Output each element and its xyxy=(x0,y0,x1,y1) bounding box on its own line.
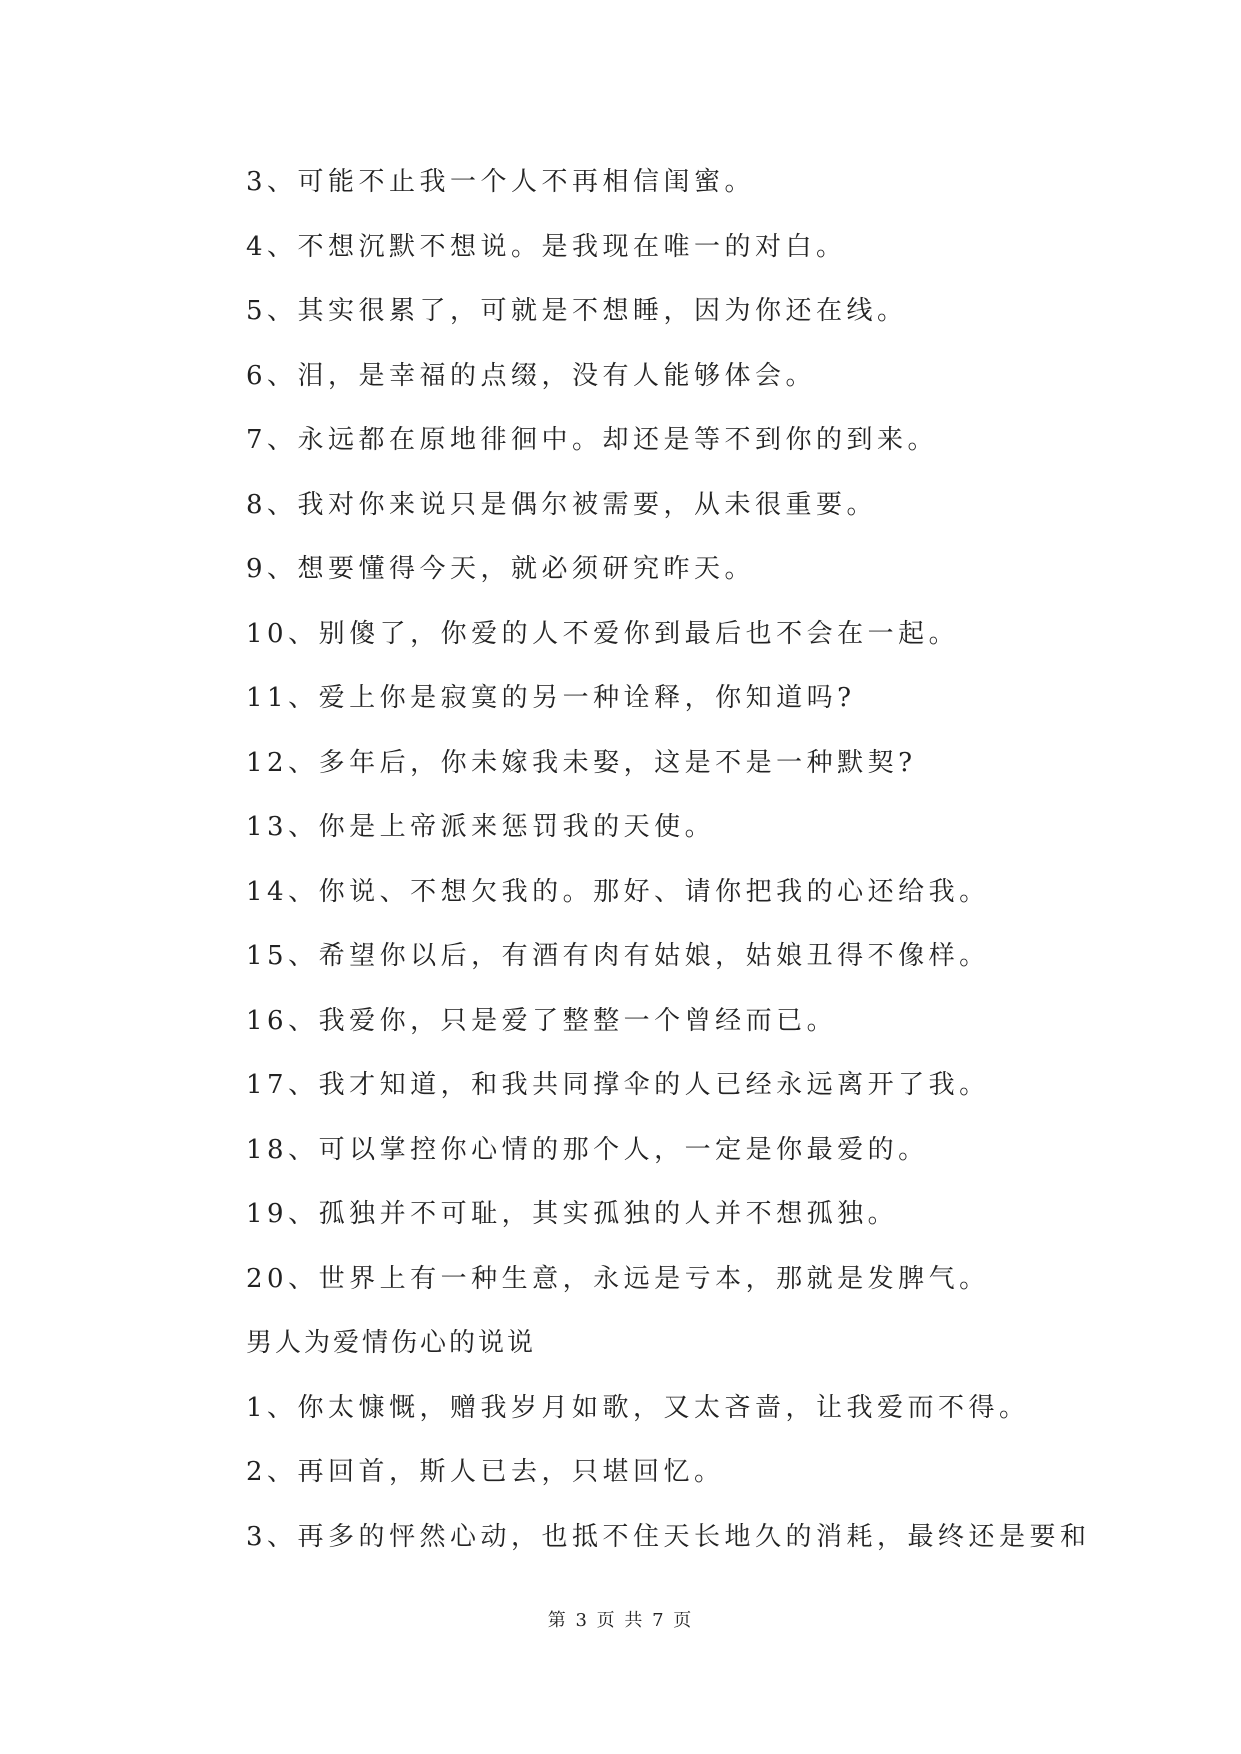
text-line: 20、世界上有一种生意，永远是亏本，那就是发脾气。 xyxy=(246,1263,990,1294)
text-line: 13、你是上帝派来惩罚我的天使。 xyxy=(246,812,716,842)
text-line: 9、想要懂得今天，就必须研究昨天。 xyxy=(246,554,756,584)
text-line: 5、其实很累了，可就是不想睡，因为你还在线。 xyxy=(246,296,908,326)
text-line: 18、可以掌控你心情的那个人，一定是你最爱的。 xyxy=(246,1134,929,1165)
text-line: 2、再回首，斯人已去，只堪回忆。 xyxy=(246,1457,725,1487)
text-line: 3、可能不止我一个人不再相信闺蜜。 xyxy=(246,167,756,197)
text-line: 1、你太慷慨，赠我岁月如歌，又太吝啬，让我爱而不得。 xyxy=(246,1392,1030,1423)
text-line: 16、我爱你，只是爱了整整一个曾经而已。 xyxy=(246,1005,838,1036)
text-line: 11、爱上你是寂寞的另一种诠释，你知道吗? xyxy=(246,683,856,713)
text-line: 8、我对你来说只是偶尔被需要，从未很重要。 xyxy=(246,489,878,520)
text-line: 6、泪，是幸福的点缀，没有人能够体会。 xyxy=(246,360,817,391)
page-body xyxy=(246,162,1091,1581)
text-line: 19、孤独并不可耻，其实孤独的人并不想孤独。 xyxy=(246,1199,899,1229)
text-line: 12、多年后，你未嫁我未娶，这是不是一种默契? xyxy=(246,747,917,778)
text-line: 3、再多的怦然心动，也抵不住天长地久的消耗，最终还是要和 xyxy=(246,1521,1091,1552)
text-line: 15、希望你以后，有酒有肉有姑娘，姑娘丑得不像样。 xyxy=(246,941,990,971)
page-footer: 第 3 页 共 7 页 xyxy=(547,1610,694,1631)
section-heading: 男人为爱情伤心的说说 xyxy=(246,1328,537,1358)
text-line: 14、你说、不想欠我的。那好、请你把我的心还给我。 xyxy=(246,876,990,907)
text-line: 7、永远都在原地徘徊中。却还是等不到你的到来。 xyxy=(246,425,939,455)
text-line: 4、不想沉默不想说。是我现在唯一的对白。 xyxy=(246,231,847,262)
text-line: 10、别傻了，你爱的人不爱你到最后也不会在一起。 xyxy=(246,618,960,649)
text-line: 17、我才知道，和我共同撑伞的人已经永远离开了我。 xyxy=(246,1070,990,1100)
